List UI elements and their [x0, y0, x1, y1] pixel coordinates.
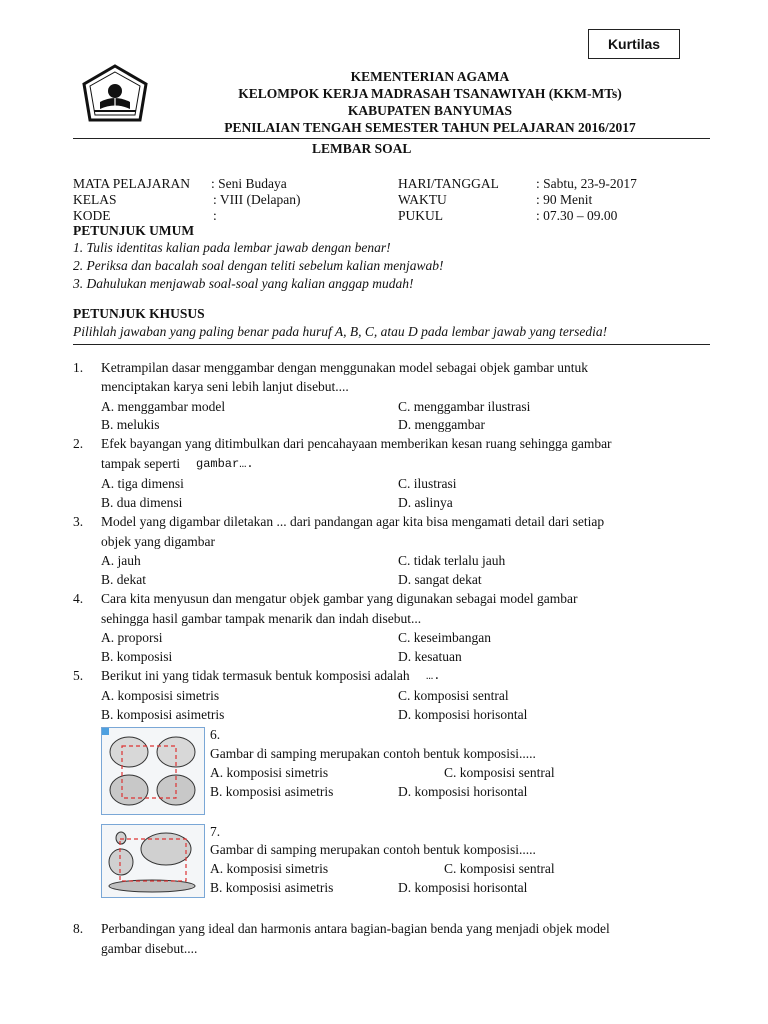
- info-waktu-label: WAKTU: [398, 192, 447, 207]
- option-b: B. melukis: [101, 417, 160, 432]
- kurtilas-badge: Kurtilas: [588, 29, 680, 59]
- info-mapel-label: MATA PELAJARAN: [73, 176, 191, 191]
- option-d: D. komposisi horisontal: [398, 784, 528, 799]
- question-number: 6.: [210, 727, 221, 742]
- option-c: C. komposisi sentral: [444, 861, 555, 876]
- question-text: Berikut ini yang tidak termasuk bentuk komposisi adalah: [101, 668, 410, 683]
- option-b: B. komposisi asimetris: [210, 880, 334, 895]
- option-a: A. komposisi simetris: [101, 688, 220, 703]
- question-text: tampak seperti: [101, 456, 181, 471]
- question-number: 2.: [73, 436, 84, 451]
- option-a: A. tiga dimensi: [101, 476, 184, 491]
- info-waktu-value: : 90 Menit: [536, 192, 593, 207]
- question-number: 7.: [210, 824, 221, 839]
- general-instruction-item: 3. Dahulukan menjawab soal-soal yang kalian anggap mudah!: [73, 276, 414, 291]
- header-exam-title: PENILAIAN TENGAH SEMESTER TAHUN PELAJARAN 2016/2017: [224, 120, 636, 135]
- option-c: C. keseimbangan: [398, 630, 491, 645]
- info-hari-label: HARI/TANGGAL: [398, 176, 499, 191]
- question-text: sehingga hasil gambar tampak menarik dan indah disebut...: [101, 611, 422, 626]
- info-hari-value: : Sabtu, 23-9-2017: [536, 176, 637, 191]
- question-number: 3.: [73, 514, 84, 529]
- option-b: B. komposisi: [101, 649, 173, 664]
- specific-instructions-text: Pilihlah jawaban yang paling benar pada huruf A, B, C, atau D pada lembar jawab yang tersedia!: [73, 324, 608, 339]
- asymmetric-composition-figure: [101, 824, 205, 898]
- question-text: Gambar di samping merupakan contoh bentuk komposisi.....: [210, 746, 536, 761]
- info-mapel-value: : Seni Budaya: [211, 176, 287, 191]
- option-b: B. dua dimensi: [101, 495, 183, 510]
- question-text: objek yang digambar: [101, 534, 215, 549]
- question-text: Perbandingan yang ideal dan harmonis antara bagian-bagian benda yang menjadi objek model: [101, 921, 610, 936]
- option-d: D. kesatuan: [398, 649, 462, 664]
- general-instruction-item: 1. Tulis identitas kalian pada lembar jawab dengan benar!: [73, 240, 391, 255]
- question-text: Gambar di samping merupakan contoh bentuk komposisi.....: [210, 842, 536, 857]
- question-number: 5.: [73, 668, 84, 683]
- option-c: C. menggambar ilustrasi: [398, 399, 531, 414]
- info-kelas-label: KELAS: [73, 192, 117, 207]
- option-b: B. komposisi asimetris: [210, 784, 334, 799]
- question-text: gambar disebut....: [101, 941, 198, 956]
- option-d: D. menggambar: [398, 417, 485, 432]
- header-ministry: KEMENTERIAN AGAMA: [350, 69, 510, 84]
- info-kode-value: :: [213, 208, 217, 223]
- option-a: A. proporsi: [101, 630, 163, 645]
- header-divider: [73, 138, 710, 139]
- option-d: D. komposisi horisontal: [398, 707, 528, 722]
- general-instruction-item: 2. Periksa dan bacalah soal dengan teliti sebelum kalian menjawab!: [73, 258, 444, 273]
- question-text: Ketrampilan dasar menggambar dengan menggunakan model sebagai objek gambar untuk: [101, 360, 588, 375]
- option-c: C. ilustrasi: [398, 476, 457, 491]
- question-text: Model yang digambar diletakan ... dari pandangan agar kita bisa mengamati detail dari setiap: [101, 514, 605, 529]
- general-instructions-title: PETUNJUK UMUM: [73, 223, 195, 238]
- option-b: B. komposisi asimetris: [101, 707, 225, 722]
- info-pukul-label: PUKUL: [398, 208, 444, 223]
- kemenag-logo-icon: [80, 64, 150, 124]
- question-text: Efek bayangan yang ditimbulkan dari pencahayaan memberikan kesan ruang sehingga gambar: [101, 436, 612, 451]
- option-a: A. jauh: [101, 553, 141, 568]
- info-kelas-value: : VIII (Delapan): [213, 192, 301, 207]
- option-a: A. komposisi simetris: [210, 765, 329, 780]
- question-number: 8.: [73, 921, 84, 936]
- question-text: menciptakan karya seni lebih lanjut disebut....: [101, 379, 349, 394]
- option-c: C. tidak terlalu jauh: [398, 553, 506, 568]
- option-d: D. komposisi horisontal: [398, 880, 528, 895]
- option-d: D. aslinya: [398, 495, 453, 510]
- header-group: KELOMPOK KERJA MADRASAH TSANAWIYAH (KKM-MTs): [238, 86, 622, 101]
- sheet-title: LEMBAR SOAL: [312, 141, 412, 156]
- option-c: C. komposisi sentral: [444, 765, 555, 780]
- option-a: A. komposisi simetris: [210, 861, 329, 876]
- info-kode-label: KODE: [73, 208, 111, 223]
- question-number: 1.: [73, 360, 84, 375]
- option-b: B. dekat: [101, 572, 146, 587]
- instructions-divider: [73, 344, 710, 345]
- question-number: 4.: [73, 591, 84, 606]
- info-pukul-value: : 07.30 – 09.00: [536, 208, 618, 223]
- symmetric-composition-figure: [101, 727, 205, 815]
- question-text-tail: ….: [426, 669, 441, 683]
- header-regency: KABUPATEN BANYUMAS: [347, 103, 513, 118]
- option-d: D. sangat dekat: [398, 572, 482, 587]
- option-a: A. menggambar model: [101, 399, 226, 414]
- question-text-tail: gambar….: [196, 457, 254, 471]
- specific-instructions-title: PETUNJUK KHUSUS: [73, 306, 205, 321]
- question-text: Cara kita menyusun dan mengatur objek gambar yang digunakan sebagai model gambar: [101, 591, 578, 606]
- option-c: C. komposisi sentral: [398, 688, 509, 703]
